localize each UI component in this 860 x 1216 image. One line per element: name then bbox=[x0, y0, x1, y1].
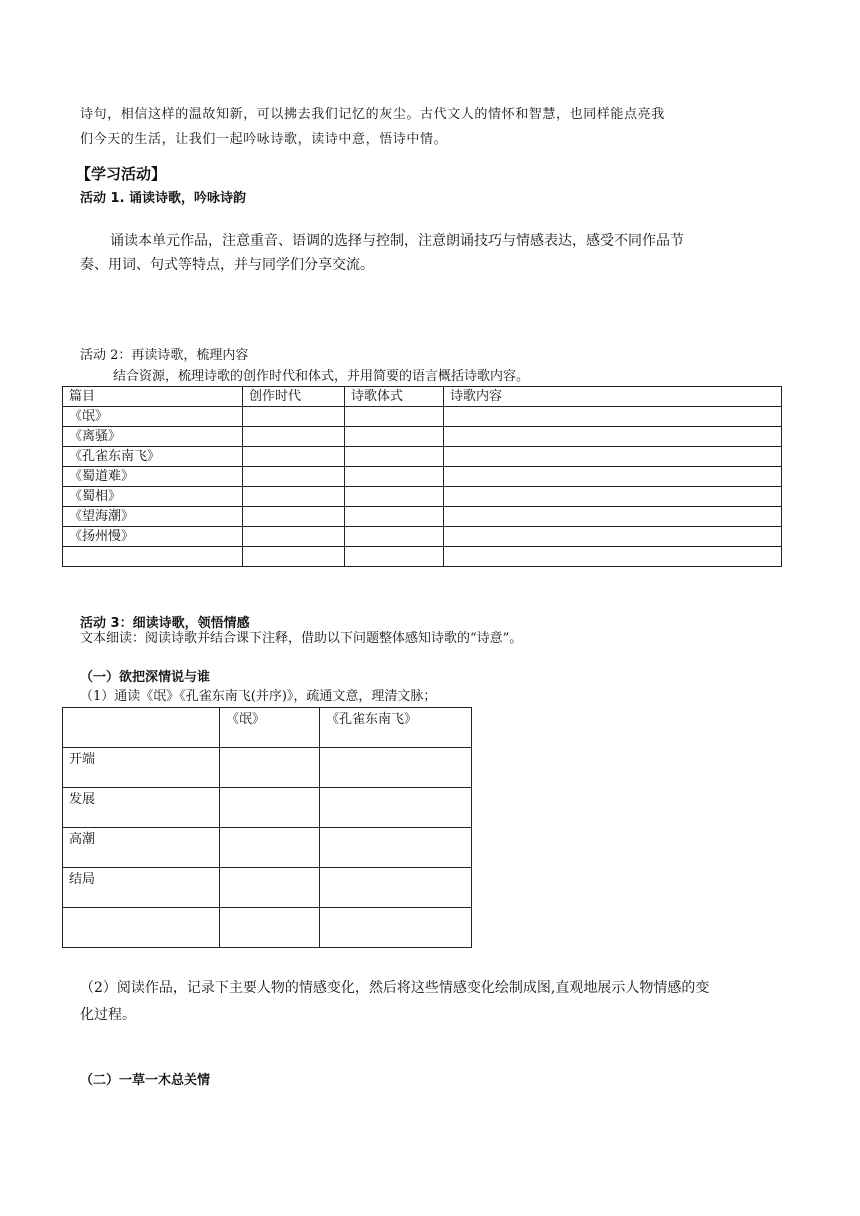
era-cell[interactable] bbox=[243, 487, 345, 507]
content-cell[interactable] bbox=[444, 487, 782, 507]
era-cell[interactable] bbox=[243, 407, 345, 427]
mang-cell[interactable] bbox=[220, 748, 320, 788]
header-form: 诗歌体式 bbox=[345, 387, 444, 407]
table-row bbox=[63, 447, 782, 467]
poem-title-cell: 《扬州慢》 bbox=[63, 527, 243, 547]
section-heading: 【学习活动】 bbox=[76, 165, 167, 183]
poem-title-cell[interactable] bbox=[63, 547, 243, 567]
kongque-cell[interactable] bbox=[320, 908, 472, 948]
mang-cell[interactable] bbox=[220, 788, 320, 828]
header-mang: 《氓》 bbox=[220, 708, 320, 748]
form-cell[interactable] bbox=[345, 467, 444, 487]
table-header-row bbox=[63, 387, 782, 407]
poem-title-cell: 《蜀道难》 bbox=[63, 467, 243, 487]
content-cell[interactable] bbox=[444, 447, 782, 467]
content-cell[interactable] bbox=[444, 407, 782, 427]
table-row bbox=[63, 828, 472, 868]
activity2-title: 活动 2：再读诗歌，梳理内容 bbox=[80, 348, 249, 363]
form-cell[interactable] bbox=[345, 547, 444, 567]
table-row bbox=[63, 427, 782, 447]
poem-title-cell: 《蜀相》 bbox=[63, 487, 243, 507]
stage-cell: 高潮 bbox=[63, 828, 220, 868]
activity3-title: 活动 3：细读诗歌，领悟情感 bbox=[80, 616, 250, 631]
content-cell[interactable] bbox=[444, 427, 782, 447]
stage-cell: 开端 bbox=[63, 748, 220, 788]
kongque-cell[interactable] bbox=[320, 748, 472, 788]
part1-title: （一）欲把深情说与谁 bbox=[80, 670, 211, 685]
activity2-instruction: 结合资源，梳理诗歌的创作时代和体式，并用简要的语言概括诗歌内容。 bbox=[113, 369, 530, 384]
form-cell[interactable] bbox=[345, 427, 444, 447]
mang-cell[interactable] bbox=[220, 908, 320, 948]
activity1-body-line-2: 奏、用词、句式等特点，并与同学们分享交流。 bbox=[80, 257, 374, 273]
table-row bbox=[63, 788, 472, 828]
era-cell[interactable] bbox=[243, 547, 345, 567]
form-cell[interactable] bbox=[345, 447, 444, 467]
kongque-cell[interactable] bbox=[320, 788, 472, 828]
form-cell[interactable] bbox=[345, 407, 444, 427]
activity1-title: 活动 1. 诵读诗歌，吟咏诗韵 bbox=[80, 191, 247, 206]
poem-title-cell: 《孔雀东南飞》 bbox=[63, 447, 243, 467]
mang-cell[interactable] bbox=[220, 828, 320, 868]
question-2-line-1: （2）阅读作品，记录下主要人物的情感变化，然后将这些情感变化绘制成图,直观地展示人物情感的变 bbox=[80, 980, 710, 996]
table-row bbox=[63, 908, 472, 948]
stage-cell: 发展 bbox=[63, 788, 220, 828]
form-cell[interactable] bbox=[345, 487, 444, 507]
table-row bbox=[63, 547, 782, 567]
header-era: 创作时代 bbox=[243, 387, 345, 407]
era-cell[interactable] bbox=[243, 427, 345, 447]
header-kongque: 《孔雀东南飞》 bbox=[320, 708, 472, 748]
poem-title-cell: 《氓》 bbox=[63, 407, 243, 427]
table-row bbox=[63, 467, 782, 487]
content-cell[interactable] bbox=[444, 527, 782, 547]
activity1-body-line-1: 诵读本单元作品，注意重音、语调的选择与控制，注意朗诵技巧与情感表达，感受不同作品节 bbox=[110, 233, 684, 249]
form-cell[interactable] bbox=[345, 507, 444, 527]
kongque-cell[interactable] bbox=[320, 828, 472, 868]
header-blank bbox=[63, 708, 220, 748]
table-row bbox=[63, 868, 472, 908]
intro-line-2: 们今天的生活，让我们一起吟咏诗歌，读诗中意，悟诗中情。 bbox=[80, 132, 448, 147]
form-cell[interactable] bbox=[345, 527, 444, 547]
table-header-row bbox=[63, 708, 472, 748]
header-content: 诗歌内容 bbox=[444, 387, 782, 407]
activity3-intro: 文本细读：阅读诗歌并结合课下注释，借助以下问题整体感知诗歌的“诗意”。 bbox=[80, 631, 523, 646]
table-row bbox=[63, 507, 782, 527]
era-cell[interactable] bbox=[243, 447, 345, 467]
era-cell[interactable] bbox=[243, 467, 345, 487]
poem-title-cell: 《离骚》 bbox=[63, 427, 243, 447]
era-cell[interactable] bbox=[243, 527, 345, 547]
poem-summary-table bbox=[62, 386, 782, 567]
header-title: 篇目 bbox=[63, 387, 243, 407]
stage-cell[interactable] bbox=[63, 908, 220, 948]
table-row bbox=[63, 487, 782, 507]
kongque-cell[interactable] bbox=[320, 868, 472, 908]
plot-structure-table bbox=[62, 707, 472, 948]
intro-line-1: 诗句，相信这样的温故知新，可以拂去我们记忆的灰尘。古代文人的情怀和智慧，也同样能点亮我 bbox=[80, 107, 665, 122]
content-cell[interactable] bbox=[444, 507, 782, 527]
stage-cell: 结局 bbox=[63, 868, 220, 908]
table-row bbox=[63, 527, 782, 547]
content-cell[interactable] bbox=[444, 547, 782, 567]
table-row bbox=[63, 407, 782, 427]
era-cell[interactable] bbox=[243, 507, 345, 527]
table-row bbox=[63, 748, 472, 788]
mang-cell[interactable] bbox=[220, 868, 320, 908]
question-2-line-2: 化过程。 bbox=[80, 1007, 136, 1023]
question-1: （1）通读《氓》《孔雀东南飞(并序)》，疏通文意，理清文脉； bbox=[80, 689, 437, 704]
poem-title-cell: 《望海潮》 bbox=[63, 507, 243, 527]
content-cell[interactable] bbox=[444, 467, 782, 487]
part2-title: （二）一草一木总关情 bbox=[80, 1073, 211, 1088]
